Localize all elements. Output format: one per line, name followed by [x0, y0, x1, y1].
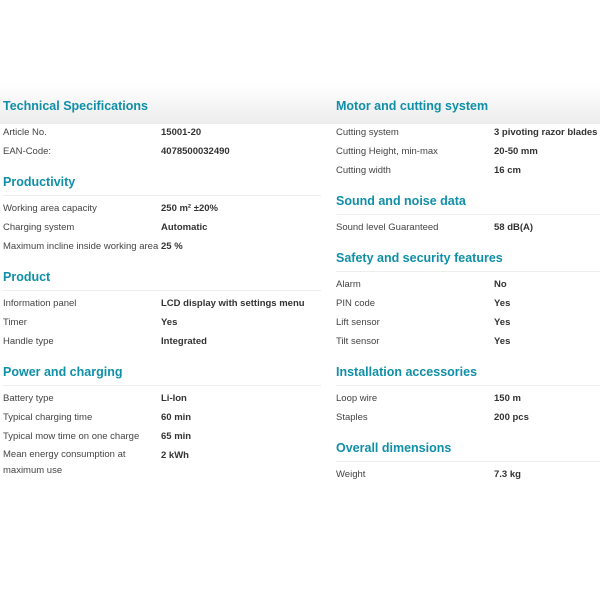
spec-value: Yes [494, 298, 511, 309]
spec-label: PIN code [336, 298, 376, 309]
spec-row [3, 237, 321, 256]
spec-row [3, 123, 321, 142]
spec-row [336, 332, 600, 351]
spec-value: Yes [161, 317, 178, 328]
section-title: Product [3, 267, 321, 291]
section-sound-and-noise-data [336, 191, 600, 237]
spec-value: 150 m [494, 393, 521, 404]
spec-label: Staples [336, 412, 368, 423]
section-technical-specifications [3, 96, 321, 161]
spec-label: Battery type [3, 393, 54, 404]
spec-row [3, 142, 321, 161]
spec-value: 250 m² ±20% [161, 203, 218, 214]
spec-label: Sound level Guaranteed [336, 222, 439, 233]
section-installation-accessories [336, 362, 600, 427]
spec-value: Integrated [161, 336, 207, 347]
spec-value: Yes [494, 317, 511, 328]
spec-value: 25 % [161, 241, 183, 252]
spec-row [336, 389, 600, 408]
spec-label: Weight [336, 469, 366, 480]
spec-value: 7.3 kg [494, 469, 521, 480]
section-safety-and-security-features [336, 248, 600, 351]
spec-value: Li-Ion [161, 393, 187, 404]
spec-label: EAN-Code: [3, 146, 52, 157]
right-column [336, 96, 600, 495]
spec-label: Lift sensor [336, 317, 380, 328]
section-title: Safety and security features [336, 248, 600, 272]
spec-label: Typical charging time [3, 412, 93, 423]
section-overall-dimensions [336, 438, 600, 484]
spec-value: 16 cm [494, 165, 521, 176]
spec-row [336, 218, 600, 237]
section-motor-and-cutting-system [336, 96, 600, 180]
spec-row [3, 294, 321, 313]
spec-value: No [494, 279, 507, 290]
spec-label: Article No. [3, 127, 47, 138]
spec-label: Working area capacity [3, 203, 97, 214]
spec-row [3, 199, 321, 218]
spec-row [336, 465, 600, 484]
spec-row [3, 446, 321, 479]
spec-row [336, 408, 600, 427]
spec-row [3, 332, 321, 351]
spec-label: Handle type [3, 336, 54, 347]
spec-label: Cutting Height, min-max [336, 146, 438, 157]
spec-row [336, 142, 600, 161]
spec-value: 65 min [161, 431, 192, 442]
spec-value: 20-50 mm [494, 146, 538, 157]
spec-label: Loop wire [336, 393, 378, 404]
section-title: Technical Specifications [3, 96, 321, 120]
spec-label: Charging system [3, 222, 75, 233]
spec-value: 3 pivoting razor blades [494, 127, 598, 138]
spec-value: Yes [494, 336, 511, 347]
section-title: Installation accessories [336, 362, 600, 386]
spec-label: Mean energy consumption at maximum use [3, 449, 126, 476]
section-title: Overall dimensions [336, 438, 600, 462]
left-column [3, 96, 321, 490]
spec-row [336, 123, 600, 142]
spec-value: 2 kWh [161, 450, 189, 461]
section-power-and-charging [3, 362, 321, 479]
spec-label: Maximum incline inside working area [3, 241, 159, 252]
spec-label: Tilt sensor [336, 336, 380, 347]
spec-row [336, 275, 600, 294]
spec-row [3, 218, 321, 237]
spec-label: Alarm [336, 279, 361, 290]
spec-label: Cutting system [336, 127, 399, 138]
section-product [3, 267, 321, 351]
section-title: Motor and cutting system [336, 96, 600, 120]
spec-value: 15001-20 [161, 127, 202, 138]
spec-value: 200 pcs [494, 412, 529, 423]
spec-value: 58 dB(A) [494, 222, 534, 233]
spec-label: Information panel [3, 298, 77, 309]
spec-value: LCD display with settings menu [161, 298, 305, 309]
section-title: Productivity [3, 172, 321, 196]
spec-row [3, 389, 321, 408]
spec-value: 4078500032490 [161, 146, 230, 157]
spec-row [3, 427, 321, 446]
spec-row [336, 313, 600, 332]
spec-label: Cutting width [336, 165, 391, 176]
spec-value: Automatic [161, 222, 208, 233]
section-title: Sound and noise data [336, 191, 600, 215]
spec-row [336, 161, 600, 180]
spec-value: 60 min [161, 412, 192, 423]
section-title: Power and charging [3, 362, 321, 386]
spec-row [336, 294, 600, 313]
section-productivity [3, 172, 321, 256]
spec-row [3, 313, 321, 332]
spec-label: Typical mow time on one charge [3, 431, 140, 442]
spec-label: Timer [3, 317, 27, 328]
spec-row [3, 408, 321, 427]
